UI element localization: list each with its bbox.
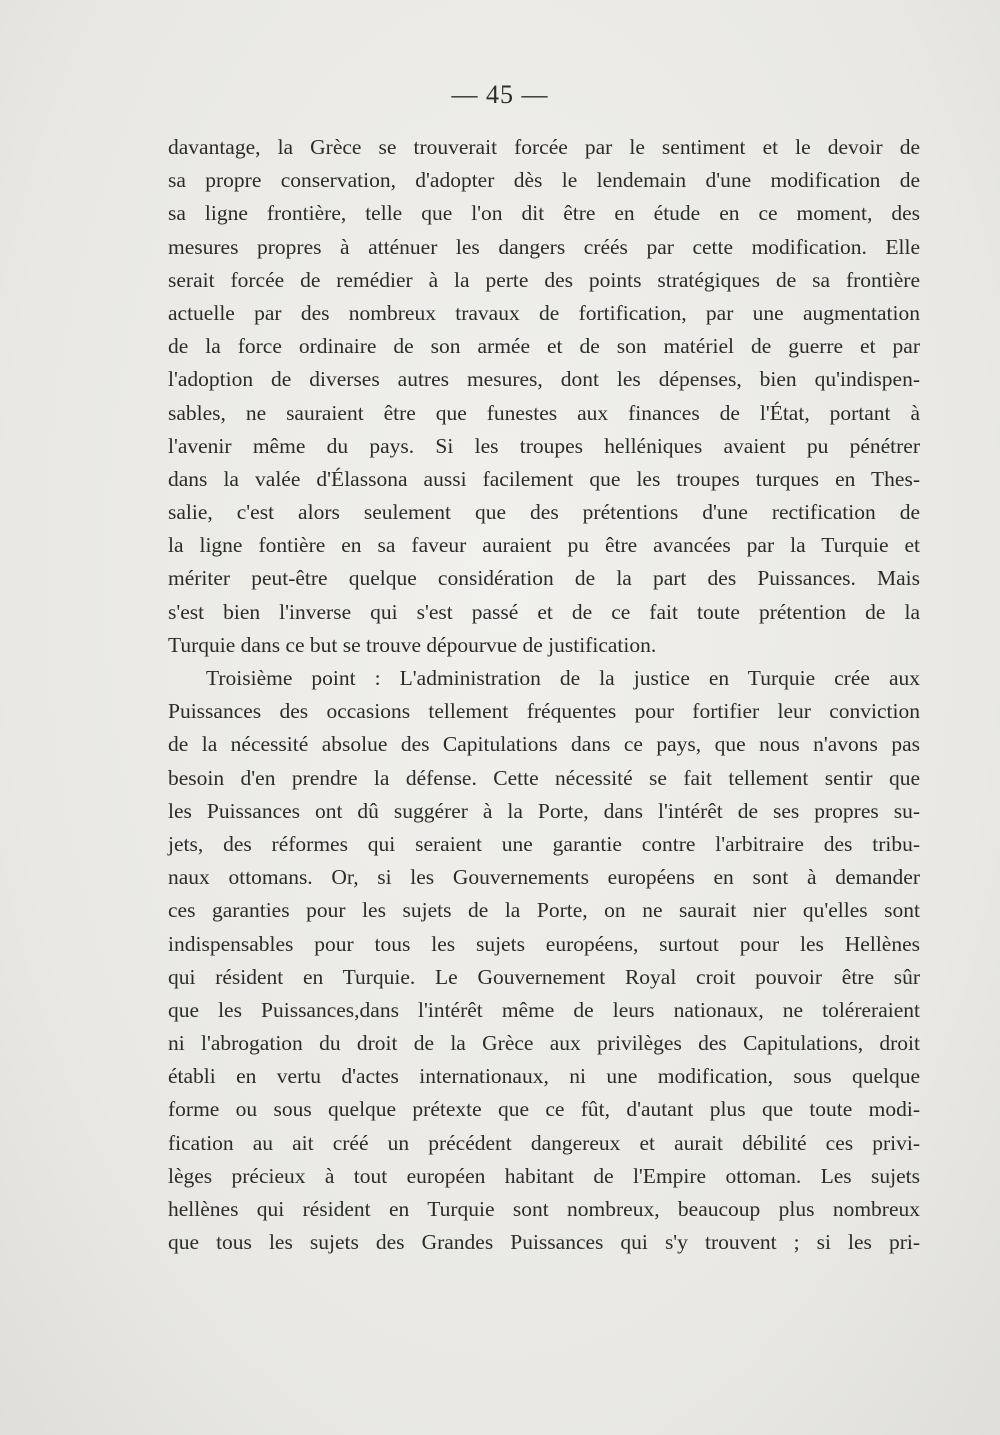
text-line: sa propre conservation, d'adopter dès le lendemain d'une modification de	[168, 168, 920, 193]
paragraph	[168, 131, 920, 662]
text-line: sables, ne sauraient être que funestes aux finances de l'État, portant à	[168, 400, 920, 425]
text-line: forme ou sous quelque prétexte que ce fût, d'autant plus que toute modi-	[168, 1097, 920, 1122]
text-line: lèges précieux à tout européen habitant de l'Empire ottoman. Les sujets	[168, 1163, 920, 1188]
text-line: indispensables pour tous les sujets européens, surtout pour les Hellènes	[168, 931, 920, 956]
text-line: Troisième point : L'administration de la justice en Turquie crée aux	[206, 666, 920, 690]
text-line: serait forcée de remédier à la perte des points stratégiques de sa frontière	[168, 267, 920, 292]
text-line: dans la valée d'Élassona aussi facilement que les troupes turques en Thes-	[168, 466, 920, 491]
text-line: ces garanties pour les sujets de la Porte, on ne saurait nier qu'elles sont	[168, 898, 920, 923]
text-line: de la nécessité absolue des Capitulations dans ce pays, que nous n'avons pas	[168, 732, 920, 757]
text-line: établi en vertu d'actes internationaux, ni une modification, sous quelque	[168, 1064, 920, 1089]
text-line: les Puissances ont dû suggérer à la Porte, dans l'intérêt de ses propres su-	[168, 798, 920, 823]
text-line: l'adoption de diverses autres mesures, dont les dépenses, bien qu'indispen-	[168, 367, 920, 392]
text-line: naux ottomans. Or, si les Gouvernements européens en sont à demander	[168, 865, 920, 890]
text-line: fication au ait créé un précédent dangereux et aurait débilité ces privi-	[168, 1130, 920, 1155]
body-text	[168, 131, 920, 1259]
text-line: s'est bien l'inverse qui s'est passé et de ce fait toute prétention de la	[168, 599, 920, 624]
text-line: Puissances des occasions tellement fréquentes pour fortifier leur conviction	[168, 699, 920, 724]
text-line: de la force ordinaire de son armée et de son matériel de guerre et par	[168, 334, 920, 359]
text-line: mériter peut-être quelque considération de la part des Puissances. Mais	[168, 566, 920, 591]
text-line: qui résident en Turquie. Le Gouvernement Royal croit pouvoir être sûr	[168, 964, 920, 989]
text-line: que tous les sujets des Grandes Puissances qui s'y trouvent ; si les pri-	[168, 1230, 920, 1255]
text-line: jets, des réformes qui seraient une garantie contre l'arbitraire des tribu-	[168, 831, 920, 856]
text-line: mesures propres à atténuer les dangers créés par cette modification. Elle	[168, 234, 920, 259]
text-line: que les Puissances,dans l'intérêt même de leurs nationaux, ne toléreraient	[168, 997, 920, 1022]
text-line: actuelle par des nombreux travaux de fortification, par une augmentation	[168, 300, 920, 325]
text-line: Turquie dans ce but se trouve dépourvue de justification.	[168, 632, 657, 657]
text-line: salie, c'est alors seulement que des prétentions d'une rectification de	[168, 500, 920, 525]
text-line: besoin d'en prendre la défense. Cette nécessité se fait tellement sentir que	[168, 765, 920, 790]
text-line: sa ligne frontière, telle que l'on dit être en étude en ce moment, des	[168, 201, 920, 226]
text-line: la ligne fontière en sa faveur auraient pu être avancées par la Turquie et	[168, 533, 920, 558]
page-number: — 45 —	[451, 80, 549, 109]
text-line: davantage, la Grèce se trouverait forcée par le sentiment et le devoir de	[168, 135, 920, 159]
paragraph	[168, 662, 920, 1259]
paragraphs	[168, 131, 920, 1259]
text-line: l'avenir même du pays. Si les troupes helléniques avaient pu pénétrer	[168, 433, 920, 458]
text-line: ni l'abrogation du droit de la Grèce aux privilèges des Capitulations, droit	[168, 1031, 920, 1056]
text-line: hellènes qui résident en Turquie sont nombreux, beaucoup plus nombreux	[168, 1197, 920, 1221]
